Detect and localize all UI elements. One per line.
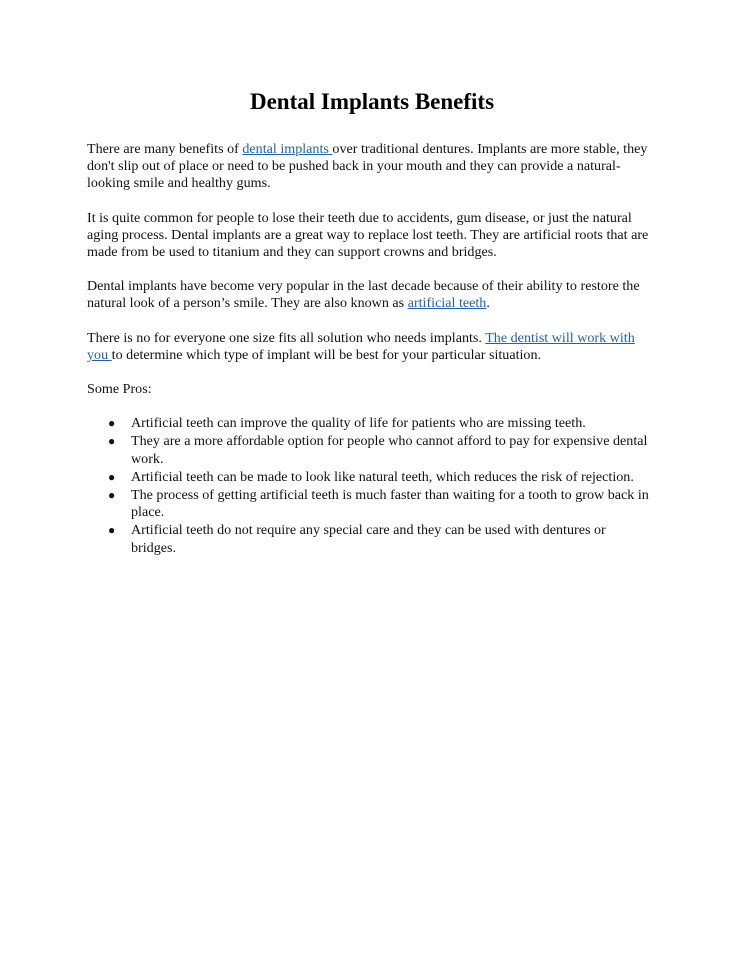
bullet-icon: ●: [108, 469, 116, 484]
popularity-text-after: .: [486, 295, 490, 312]
bullet-icon: ●: [108, 488, 116, 503]
bullet-icon: ●: [108, 434, 116, 449]
list-item-text: They are a more affordable option for people who cannot afford to pay for expensive dental work.: [131, 433, 648, 467]
bullet-icon: ●: [108, 523, 116, 538]
dental-implants-link[interactable]: dental implants: [242, 141, 333, 157]
dentist-paragraph: [87, 330, 657, 364]
list-item: [108, 433, 657, 467]
popularity-paragraph: [87, 278, 657, 312]
list-item: [108, 487, 657, 521]
list-item-text: Artificial teeth can be made to look like natural teeth, which reduces the risk of rejection.: [131, 468, 634, 485]
dentist-text-after: to determine which type of implant will be best for your particular situation.: [111, 346, 542, 363]
list-item: [108, 468, 657, 486]
bullet-icon: ●: [108, 416, 116, 431]
dentist-link[interactable]: The dentist will work with you: [87, 329, 635, 363]
intro-text-after: over traditional dentures. Implants are more stable, they don't slip out of place or need to be pushed back in your mouth and they can provide a natural-looking smile and healthy gums.: [87, 141, 648, 192]
list-item-text: The process of getting artificial teeth is much faster than waiting for a tooth to grow back in place.: [131, 487, 649, 521]
intro-text-before: There are many benefits of: [87, 141, 243, 157]
list-item-text: Artificial teeth do not require any special care and they can be used with dentures or bridges.: [131, 522, 606, 556]
list-item: [108, 415, 657, 432]
tooth-loss-text: It is quite common for people to lose their teeth due to accidents, gum disease, or just the natural aging process. Dental implants are a great way to replace lost teeth. They are artificial roots that are made from be used to titanium and they can support crowns and bridges.: [87, 209, 649, 261]
page-title: Dental Implants Benefits: [249, 89, 495, 114]
document-page: [87, 88, 657, 558]
list-item-text: Artificial teeth can improve the quality of life for patients who are missing teeth.: [131, 415, 586, 432]
intro-paragraph: [87, 141, 657, 193]
popularity-text-before: Dental implants have become very popular in the last decade because of their ability to restore the natural look of a person’s smile. They are also known as: [87, 278, 640, 312]
artificial-teeth-link[interactable]: artificial teeth: [407, 295, 487, 312]
dentist-text-before: There is no for everyone one size fits all solution who needs implants.: [87, 329, 486, 346]
list-item: [108, 522, 657, 556]
pros-list: [87, 415, 657, 557]
tooth-loss-paragraph: [87, 210, 657, 262]
pros-heading: Some Pros:: [87, 381, 152, 398]
